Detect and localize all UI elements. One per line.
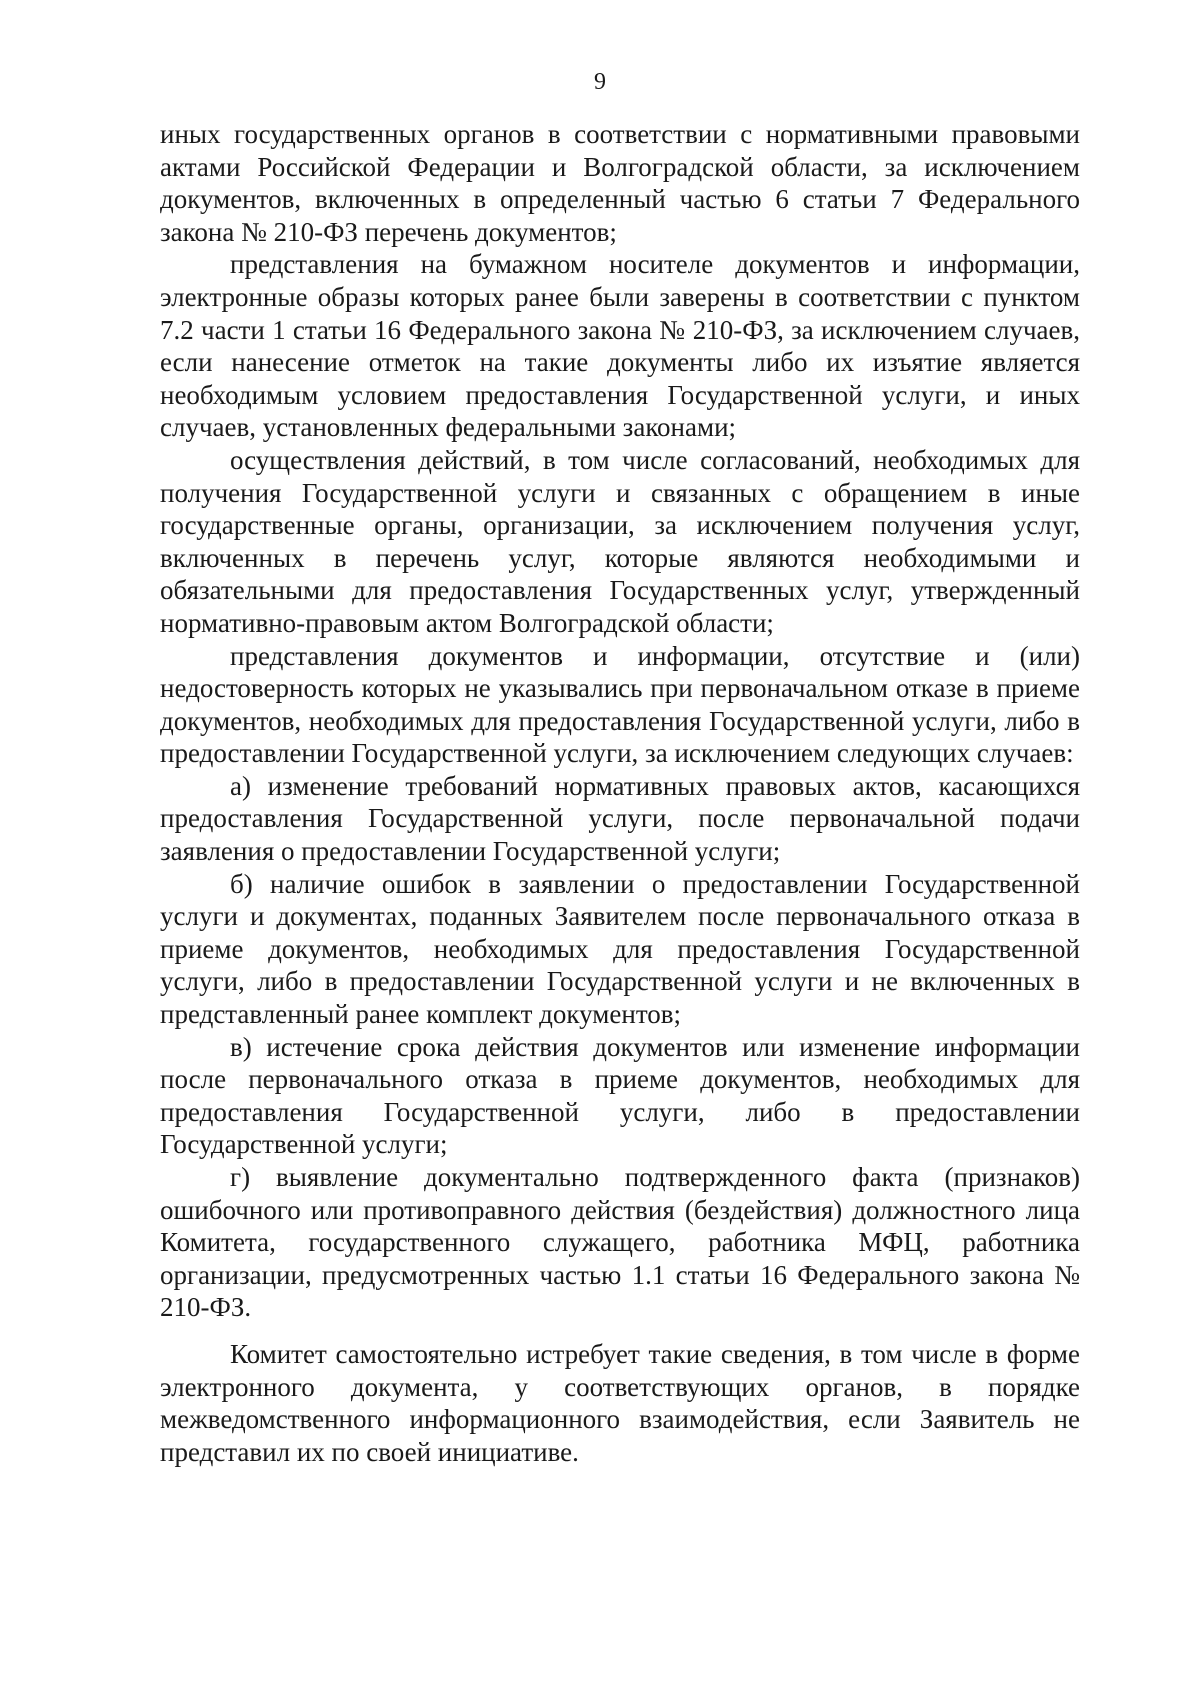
list-item-a: а) изменение требований нормативных правовых актов, касающихся предоставления Государственной услуги, после первоначальной подачи заявления о предоставлении Государственной услуги; (160, 770, 1080, 867)
paragraph-continuation: иных государственных органов в соответствии с нормативными правовыми актами Российской Федерации и Волгоградской области, за исключением документов, включенных в определенный частью 6 статьи 7 Федерального закона № 210-ФЗ перечень документов; (160, 119, 1080, 247)
list-item-v: в) истечение срока действия документов или изменение информации после первоначального отказа в приеме документов, необходимых для предоставления Государственной услуги, либо в предоставлении Государственной услуги; (160, 1031, 1080, 1160)
paragraph-actions-approvals: осуществления действий, в том числе согласований, необходимых для получения Государственной услуги и связанных с обращением в иные государственные органы, организации, за исключением получения услуг, включенных в перечень услуг, которые являются необходимыми и обязательными для предоставления Государственных услуг, утвержденный нормативно-правовым актом Волгоградской области; (160, 444, 1080, 638)
list-item-g: г) выявление документально подтвержденного факта (признаков) ошибочного или противоправного действия (бездействия) должностного лица Комитета, государственного служащего, работника МФЦ, работника организации, предусмотренных частью 1.1 статьи 16 Федерального закона № 210-ФЗ. (160, 1162, 1080, 1323)
paragraph-paper-documents: представления на бумажном носителе документов и информации, электронные образы которых ранее были заверены в соответствии с пунктом 7.2 части 1 статьи 16 Федерального закона № 210-ФЗ, за исключением случаев, если нанесение отметок на такие документы либо их изъятие является необходимым условием предоставления Государственной услуги, и иных случаев, установленных федеральными законами; (160, 249, 1080, 443)
paragraph-committee-requests: Комитет самостоятельно истребует такие сведения, в том числе в форме электронного документа, у соответствующих органов, в порядке межведомственного информационного взаимодействия, если Заявитель не представил их по своей инициативе. (160, 1338, 1080, 1467)
paragraph-missing-documents: представления документов и информации, отсутствие и (или) недостоверность которых не указывались при первоначальном отказе в приеме документов, необходимых для предоставления Государственной услуги, либо в предоставлении Государственной услуги, за исключением следующих случаев: (160, 640, 1080, 769)
document-body (160, 118, 1080, 1468)
page-number: 9 (594, 69, 606, 95)
list-item-b: б) наличие ошибок в заявлении о предоставлении Государственной услуги и документах, поданных Заявителем после первоначального отказа в приеме документов, необходимых для предоставления Государственной услуги, либо в предоставлении Государственной услуги и не включенных в представленный ранее комплект документов; (160, 868, 1080, 1030)
